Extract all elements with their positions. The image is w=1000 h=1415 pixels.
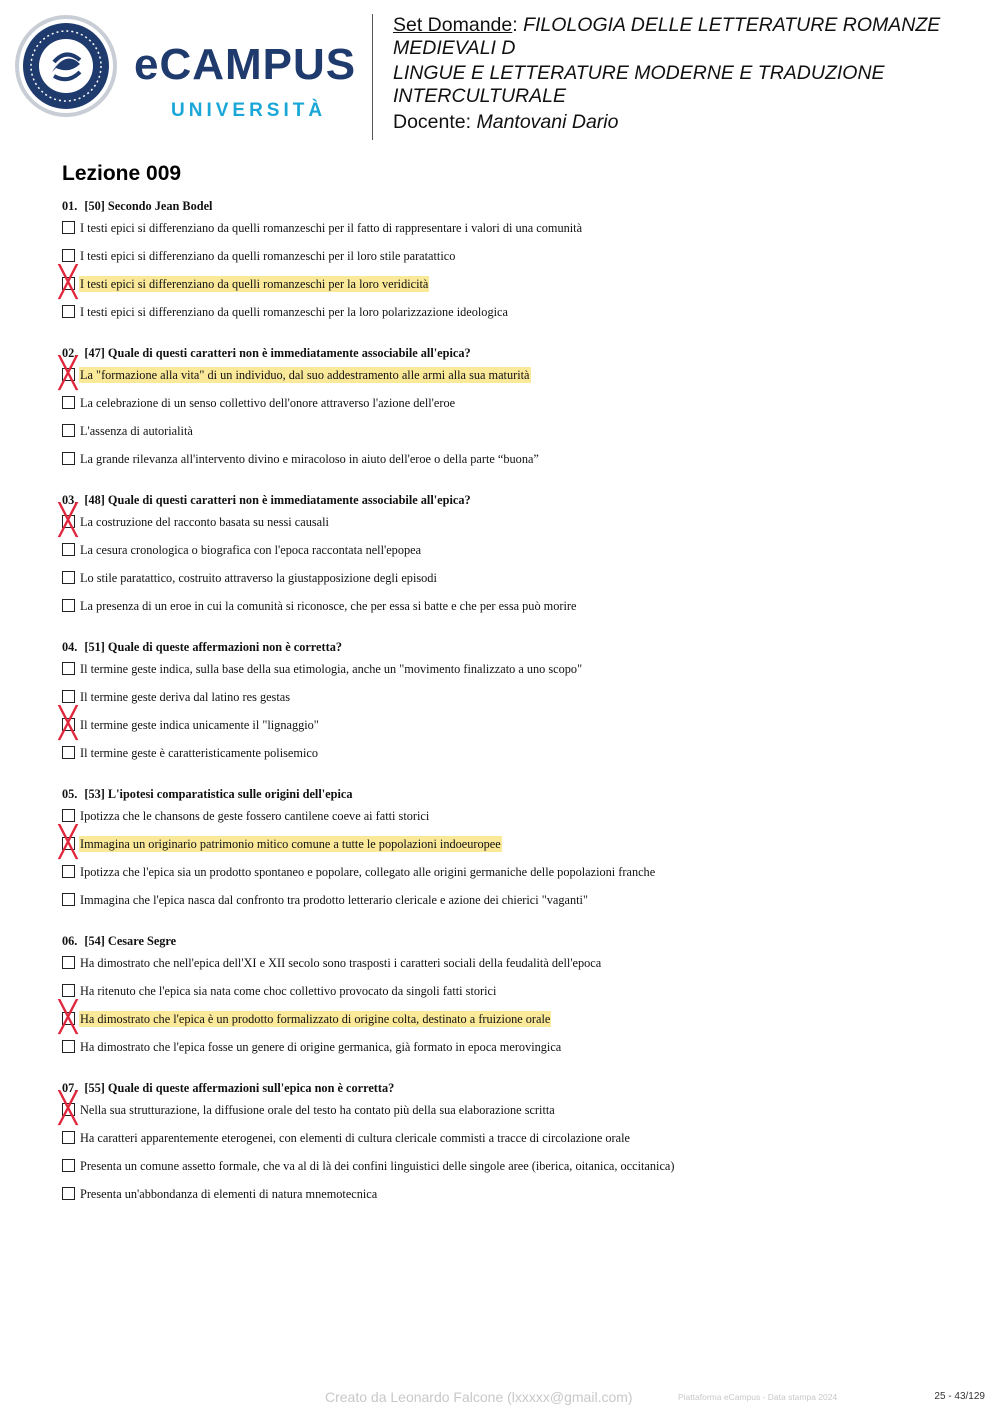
- answer-option[interactable]: [62, 1158, 962, 1186]
- question-heading: [62, 198, 962, 220]
- ecampus-logo: [14, 14, 359, 120]
- answer-option[interactable]: [58, 356, 962, 395]
- question: [58, 933, 962, 1067]
- answer-text: Ha dimostrato che nell'epica dell'XI e XII secolo sono trasposti i caratteri sociali della feudalità dell'epoca: [80, 956, 602, 970]
- answer-checkbox[interactable]: [62, 865, 75, 878]
- answer-option[interactable]: [62, 808, 962, 836]
- question-number: 06.: [62, 934, 78, 948]
- set-label: Set Domande: [393, 14, 513, 36]
- answer-checkbox[interactable]: [62, 452, 75, 465]
- answer-checkbox[interactable]: [62, 249, 75, 262]
- answer-text: Immagina un originario patrimonio mitico comune a tutte le popolazioni indoeuropee: [80, 837, 501, 851]
- course-line-2: MEDIEVALI D: [393, 37, 516, 59]
- answer-checkbox[interactable]: [62, 543, 75, 556]
- question-heading: [62, 1080, 962, 1102]
- question-text: [53] L'ipotesi comparatistica sulle origini dell'epica: [84, 787, 353, 801]
- selected-x-icon: ╳: [58, 1000, 78, 1035]
- answer-text: Nella sua strutturazione, la diffusione orale del testo ha contato più della sua elaborazione scritta: [80, 1103, 555, 1117]
- answer-text: Presenta un'abbondanza di elementi di natura mnemotecnica: [80, 1187, 378, 1201]
- docente-label: Docente:: [393, 111, 472, 133]
- question-number: 01.: [62, 199, 78, 213]
- answer-checkbox[interactable]: [62, 1040, 75, 1053]
- question-text: [51] Quale di queste affermazioni non è corretta?: [84, 640, 342, 654]
- answer-option[interactable]: [62, 864, 962, 892]
- answer-option[interactable]: [58, 265, 962, 304]
- selected-x-icon: ╳: [58, 503, 78, 538]
- answer-option[interactable]: [62, 955, 962, 983]
- answer-checkbox[interactable]: [62, 690, 75, 703]
- answer-checkbox[interactable]: [62, 599, 75, 612]
- program-line-1: LINGUE E LETTERATURE MODERNE E TRADUZIONE: [393, 62, 885, 84]
- answer-checkbox[interactable]: [62, 305, 75, 318]
- answer-text: La "formazione alla vita" di un individuo, dal suo addestramento alle armi alla sua maturità: [80, 368, 530, 382]
- question-number: 03.: [62, 493, 78, 507]
- answer-option[interactable]: [62, 423, 962, 451]
- question: [58, 345, 962, 479]
- answer-option[interactable]: [62, 1130, 962, 1158]
- logo-sub: UNIVERSITÀ: [171, 100, 327, 121]
- answer-checkbox[interactable]: [62, 1187, 75, 1200]
- footer-watermark: Creato da Leonardo Falcone (lxxxxx@gmail.com): [325, 1389, 633, 1405]
- selected-x-icon: ╳: [58, 356, 78, 391]
- answer-checkbox[interactable]: [62, 956, 75, 969]
- question-text: [50] Secondo Jean Bodel: [84, 199, 213, 213]
- answer-text: I testi epici si differenziano da quelli romanzeschi per la loro veridicità: [80, 277, 429, 291]
- answer-checkbox[interactable]: [62, 1103, 75, 1116]
- selected-x-icon: ╳: [58, 265, 78, 300]
- set-line: [393, 14, 983, 37]
- answer-text: Presenta un comune assetto formale, che va al di là dei confini linguistici delle singole aree (iberica, oitanica, occitanica): [80, 1159, 675, 1173]
- answer-option[interactable]: [62, 395, 962, 423]
- answer-text: L'assenza di autorialità: [80, 424, 193, 438]
- answer-option[interactable]: [62, 745, 962, 773]
- question-heading: [62, 345, 962, 367]
- selected-x-icon: ╳: [58, 825, 78, 860]
- question: [58, 639, 962, 773]
- answer-text: Il termine geste indica, sulla base della sua etimologia, anche un "movimento finalizzato a uno scopo": [80, 662, 583, 676]
- page-number: 25 - 43/129: [934, 1391, 985, 1402]
- docente-name: Mantovani Dario: [476, 111, 619, 133]
- question-heading: [62, 933, 962, 955]
- answer-checkbox[interactable]: [62, 221, 75, 234]
- lesson-title: Lezione 009: [62, 162, 182, 185]
- page-footer: [325, 1389, 985, 1409]
- answer-text: Ha dimostrato che l'epica è un prodotto formalizzato di origine colta, destinato a fruizione orale: [80, 1012, 551, 1026]
- answer-checkbox[interactable]: [62, 809, 75, 822]
- answer-checkbox[interactable]: [62, 515, 75, 528]
- answer-text: Lo stile paratattico, costruito attraverso la giustapposizione degli episodi: [80, 571, 437, 585]
- answer-option[interactable]: [62, 689, 962, 717]
- answer-checkbox[interactable]: [62, 893, 75, 906]
- answer-checkbox[interactable]: [62, 718, 75, 731]
- question-text: [54] Cesare Segre: [84, 934, 177, 948]
- question-text: [47] Quale di questi caratteri non è immediatamente associabile all'epica?: [84, 346, 471, 360]
- answer-option[interactable]: [62, 248, 962, 276]
- answer-text: Il termine geste è caratteristicamente polisemico: [80, 746, 318, 760]
- header-info: [393, 14, 983, 134]
- question-number: 05.: [62, 787, 78, 801]
- answer-text: Ha caratteri apparentemente eterogenei, con elementi di cultura clericale commisti a tracce di circolazione orale: [80, 1131, 630, 1145]
- answer-text: Ipotizza che l'epica sia un prodotto spontaneo e popolare, collegato alle origini germaniche delle popolazioni franche: [80, 865, 656, 879]
- selected-x-icon: ╳: [58, 706, 78, 741]
- program-line-2: INTERCULTURALE: [393, 85, 566, 107]
- question-list: [58, 198, 962, 1227]
- answer-checkbox[interactable]: [62, 837, 75, 850]
- answer-text: I testi epici si differenziano da quelli romanzeschi per il fatto di rappresentare i valori di una comunità: [80, 221, 583, 235]
- question: [58, 492, 962, 626]
- answer-checkbox[interactable]: [62, 746, 75, 759]
- answer-option[interactable]: [62, 983, 962, 1011]
- question: [58, 198, 962, 332]
- answer-text: I testi epici si differenziano da quelli romanzeschi per il loro stile paratattico: [80, 249, 456, 263]
- question-heading: [62, 492, 962, 514]
- answer-text: I testi epici si differenziano da quelli romanzeschi per la loro polarizzazione ideologica: [80, 305, 508, 319]
- answer-checkbox[interactable]: [62, 571, 75, 584]
- question-number: 04.: [62, 640, 78, 654]
- answer-text: La grande rilevanza all'intervento divino e miracoloso in aiuto dell'eroe o della parte “buona”: [80, 452, 539, 466]
- answer-text: Ipotizza che le chansons de geste fossero cantilene coeve ai fatti storici: [80, 809, 430, 823]
- question-heading: [62, 786, 962, 808]
- answer-text: Il termine geste indica unicamente il "lignaggio": [80, 718, 319, 732]
- answer-option[interactable]: [58, 1091, 962, 1130]
- answer-text: La cesura cronologica o biografica con l'epoca raccontata nell'epopea: [80, 543, 422, 557]
- answer-option[interactable]: [62, 451, 962, 479]
- question-text: [55] Quale di queste affermazioni sull'epica non è corretta?: [84, 1081, 395, 1095]
- university-seal-icon: [14, 14, 118, 118]
- logo-brand: eCAMPUS: [134, 40, 357, 89]
- answer-option[interactable]: [62, 598, 962, 626]
- question-number: 07.: [62, 1081, 78, 1095]
- answer-checkbox[interactable]: [62, 1159, 75, 1172]
- answer-checkbox[interactable]: [62, 1012, 75, 1025]
- answer-text: Ha dimostrato che l'epica fosse un genere di origine germanica, già formato in epoca merovingica: [80, 1040, 562, 1054]
- answer-checkbox[interactable]: [62, 424, 75, 437]
- answer-text: Ha ritenuto che l'epica sia nata come choc collettivo provocato da singoli fatti storici: [80, 984, 497, 998]
- answer-checkbox[interactable]: [62, 396, 75, 409]
- question: [58, 1080, 962, 1214]
- answer-checkbox[interactable]: [62, 277, 75, 290]
- set-sep: :: [512, 14, 518, 36]
- answer-option[interactable]: [58, 503, 962, 542]
- answer-option[interactable]: [62, 220, 962, 248]
- answer-text: La costruzione del racconto basata su nessi causali: [80, 515, 329, 529]
- answer-option[interactable]: [62, 304, 962, 332]
- docente-line: [393, 111, 983, 134]
- answer-option[interactable]: [62, 1039, 962, 1067]
- answer-option[interactable]: [62, 542, 962, 570]
- answer-option[interactable]: [62, 661, 962, 689]
- answer-option[interactable]: [58, 1000, 962, 1039]
- answer-checkbox[interactable]: [62, 662, 75, 675]
- answer-option[interactable]: [58, 825, 962, 864]
- answer-option[interactable]: [58, 706, 962, 745]
- answer-text: La presenza di un eroe in cui la comunità si riconosce, che per essa si batte e che per essa può morire: [80, 599, 577, 613]
- answer-text: Immagina che l'epica nasca dal confronto tra prodotto letterario clericale e azione dei chierici "vaganti": [80, 893, 588, 907]
- answer-checkbox[interactable]: [62, 368, 75, 381]
- question: [58, 786, 962, 920]
- selected-x-icon: ╳: [58, 1091, 78, 1126]
- answer-checkbox[interactable]: [62, 1131, 75, 1144]
- question-heading: [62, 639, 962, 661]
- answer-checkbox[interactable]: [62, 984, 75, 997]
- answer-text: La celebrazione di un senso collettivo dell'onore attraverso l'azione dell'eroe: [80, 396, 456, 410]
- answer-option[interactable]: [62, 892, 962, 920]
- question-text: [48] Quale di questi caratteri non è immediatamente associabile all'epica?: [84, 493, 471, 507]
- answer-option[interactable]: [62, 570, 962, 598]
- question-number: 02.: [62, 346, 78, 360]
- answer-text: Il termine geste deriva dal latino res gestas: [80, 690, 290, 704]
- header-divider: [372, 14, 373, 140]
- answer-option[interactable]: [62, 1186, 962, 1214]
- course-line-1: FILOLOGIA DELLE LETTERATURE ROMANZE: [523, 14, 941, 36]
- footer-small-print: Piattaforma eCampus - Data stampa 2024: [678, 1392, 838, 1402]
